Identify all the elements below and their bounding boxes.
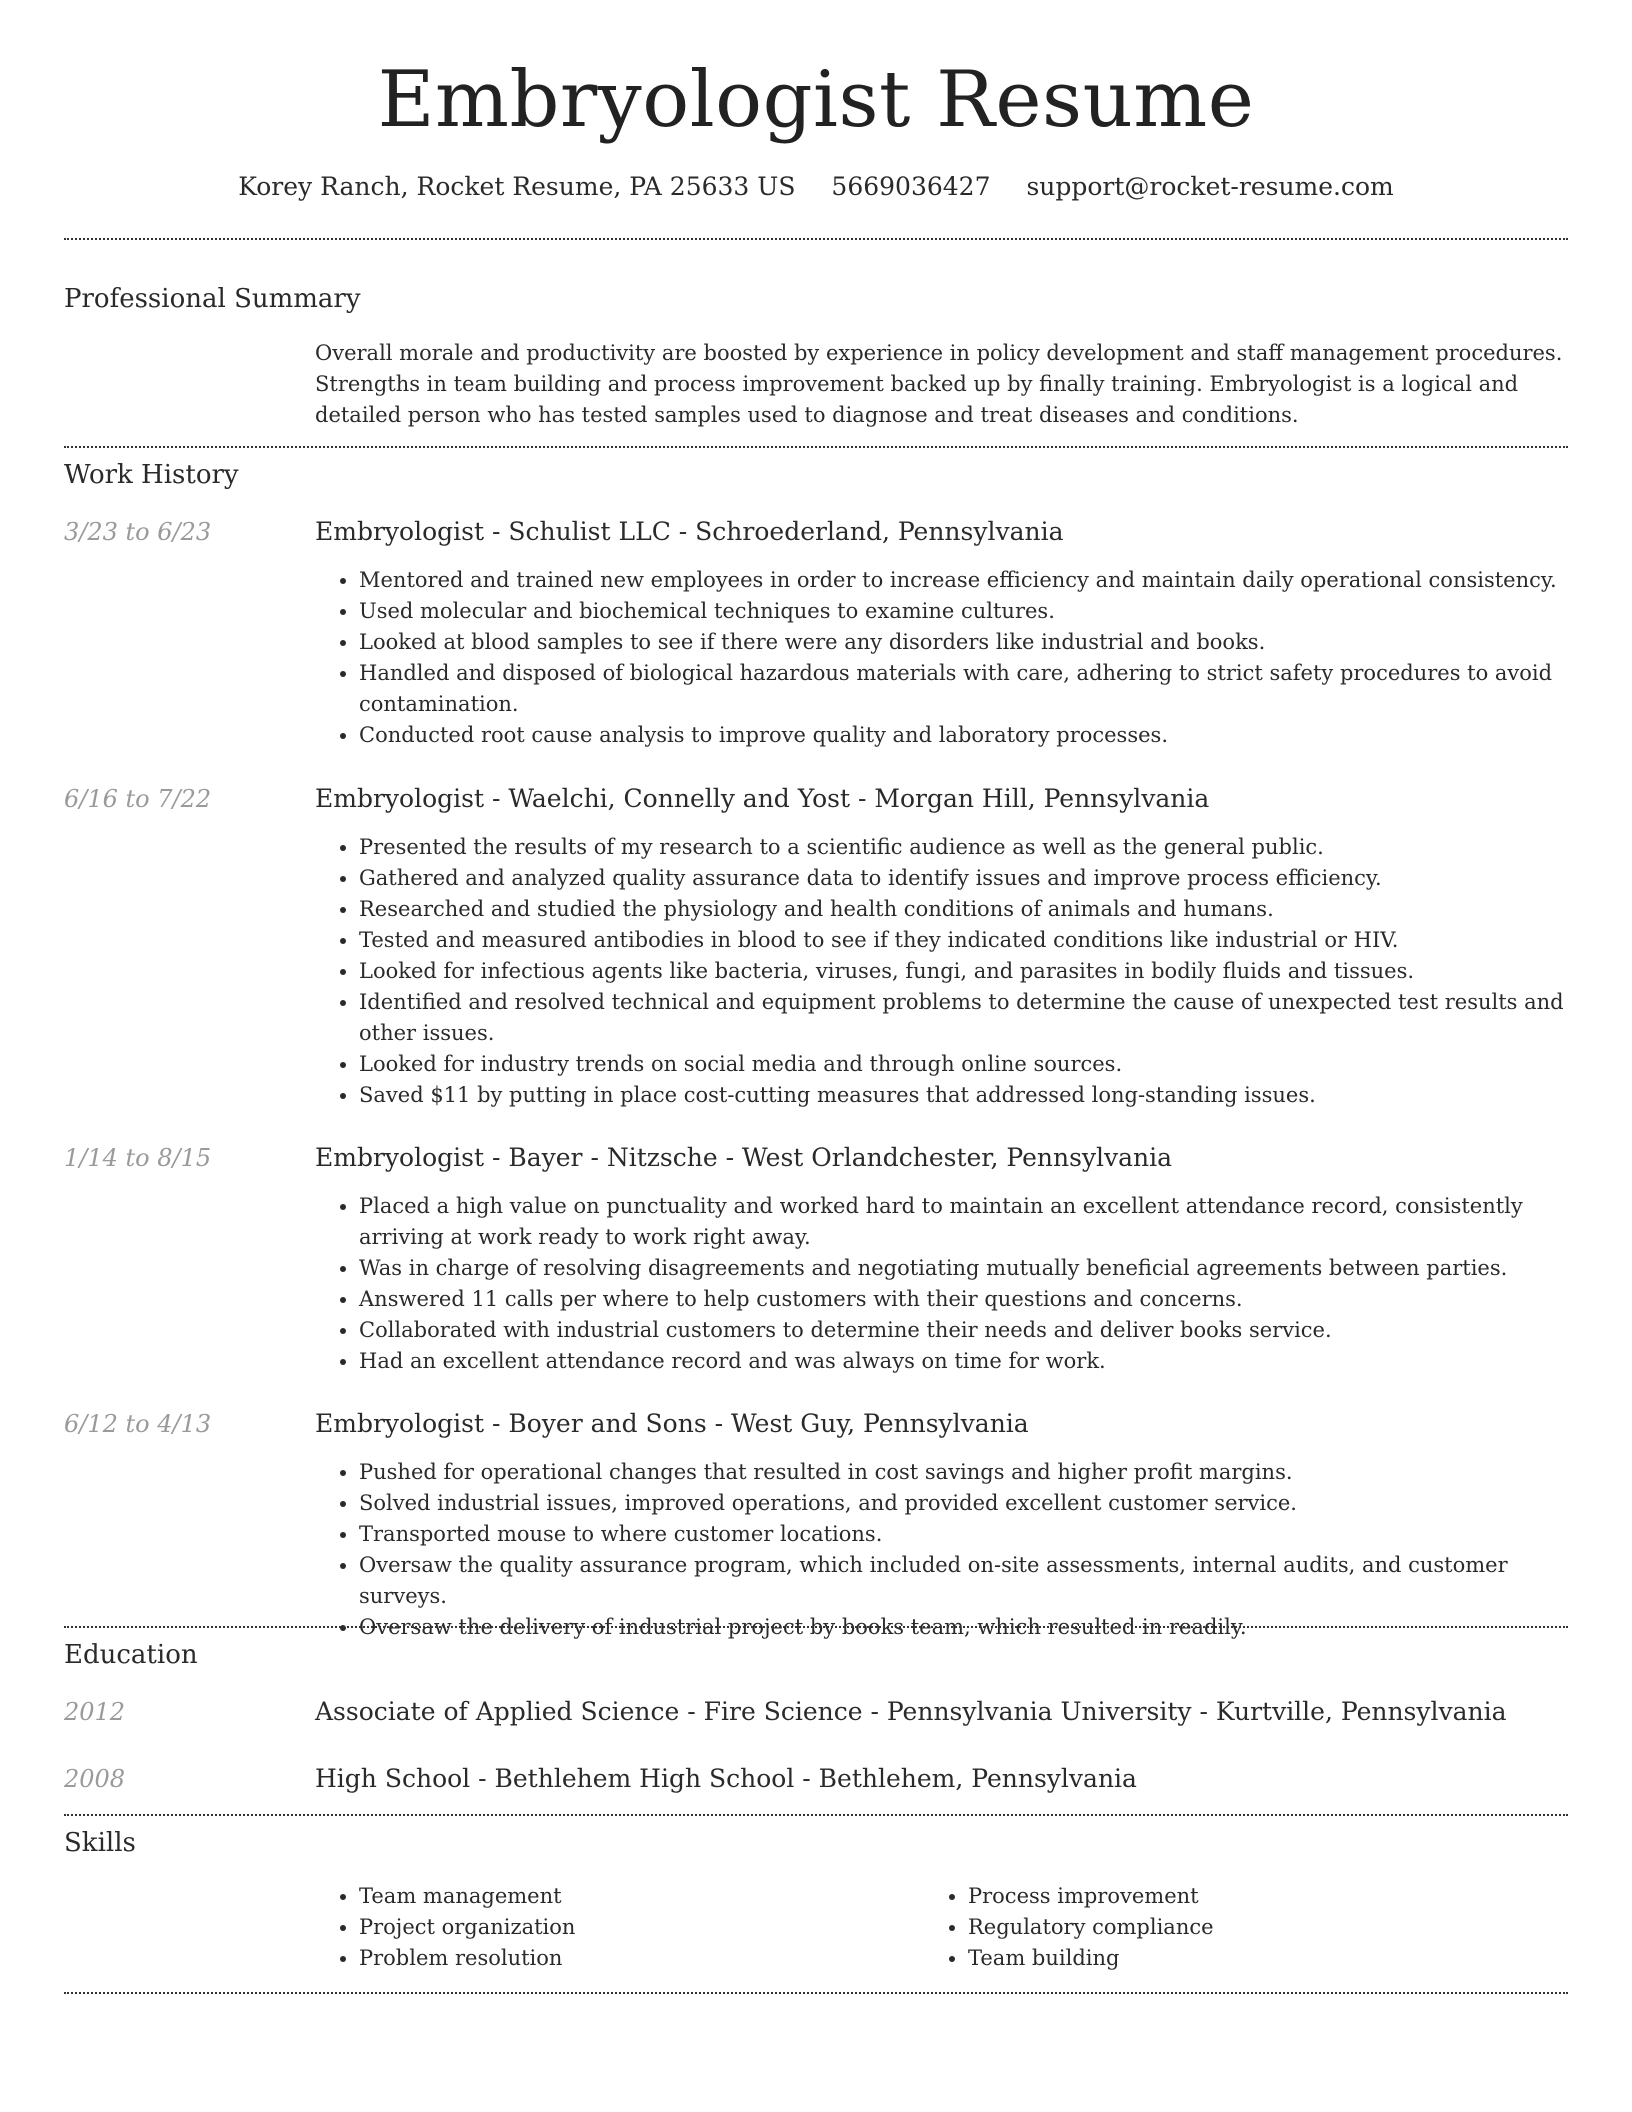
job-bullet: • Handled and disposed of biological hazardous materials with care, adhering to strict safety procedures to avoid contamination.: [359, 658, 1565, 720]
job-bullet: • Answered 11 calls per where to help customers with their questions and concerns.: [359, 1284, 1565, 1315]
job-bullets: [315, 1457, 1565, 1643]
job-bullet: • Looked for infectious agents like bacteria, viruses, fungi, and parasites in bodily fluids and tissues.: [359, 956, 1565, 987]
education-title: Associate of Applied Science - Fire Science - Pennsylvania University - Kurtville, Pennsylvania: [315, 1697, 1507, 1726]
job-dates: 6/16 to 7/22: [64, 785, 212, 813]
section-divider: [64, 1626, 1568, 1628]
contact-email: support@rocket-resume.com: [1026, 172, 1394, 201]
job-title: Embryologist - Schulist LLC - Schroederland, Pennsylvania: [315, 517, 1064, 546]
job-bullets: [315, 832, 1565, 1111]
section-title-skills: Skills: [64, 1828, 136, 1858]
job-dates: 1/14 to 8/15: [64, 1144, 212, 1172]
section-divider: [64, 1992, 1568, 1994]
section-divider: [64, 238, 1568, 240]
contact-phone: 5669036427: [831, 172, 991, 201]
section-title-education: Education: [64, 1640, 198, 1670]
job-bullet: • Researched and studied the physiology and health conditions of animals and humans.: [359, 894, 1565, 925]
contact-line: [64, 170, 1568, 204]
section-divider: [64, 446, 1568, 448]
skill-item: • Problem resolution: [359, 1943, 915, 1974]
skill-item: • Team management: [359, 1881, 915, 1912]
job-bullet: • Looked for industry trends on social media and through online sources.: [359, 1049, 1565, 1080]
education-title: High School - Bethlehem High School - Bethlehem, Pennsylvania: [315, 1764, 1137, 1793]
job-title: Embryologist - Bayer - Nitzsche - West Orlandchester, Pennsylvania: [315, 1143, 1173, 1172]
section-divider: [64, 1814, 1568, 1816]
job-bullet: • Mentored and trained new employees in order to increase efficiency and maintain daily operational consistency.: [359, 565, 1565, 596]
job-bullet: • Had an excellent attendance record and was always on time for work.: [359, 1346, 1565, 1377]
job-bullet: • Tested and measured antibodies in blood to see if they indicated conditions like industrial or HIV.: [359, 925, 1565, 956]
job-bullet: • Collaborated with industrial customers to determine their needs and deliver books service.: [359, 1315, 1565, 1346]
job-dates: 6/12 to 4/13: [64, 1410, 212, 1438]
summary-text: Overall morale and productivity are boosted by experience in policy development and staff management procedures. Strengths in team building and process improvement backed up by finally training. Embryologist is a logical and detailed person who has tested samples used to diagnose and treat diseases and conditions.: [315, 341, 1563, 427]
skill-item: • Team building: [968, 1943, 1524, 1974]
job-dates: 3/23 to 6/23: [64, 518, 212, 546]
skill-item: • Regulatory compliance: [968, 1912, 1524, 1943]
job-bullet: • Was in charge of resolving disagreements and negotiating mutually beneficial agreements between parties.: [359, 1253, 1565, 1284]
job-bullets: [315, 565, 1565, 751]
job-bullet: • Oversaw the quality assurance program, which included on-site assessments, internal audits, and customer surveys.: [359, 1550, 1565, 1612]
job-bullet: • Used molecular and biochemical techniques to examine cultures.: [359, 596, 1565, 627]
job-title: Embryologist - Waelchi, Connelly and Yost - Morgan Hill, Pennsylvania: [315, 784, 1210, 813]
education-year: 2008: [64, 1765, 126, 1793]
job-bullet: • Gathered and analyzed quality assurance data to identify issues and improve process efficiency.: [359, 863, 1565, 894]
job-bullet: • Identified and resolved technical and equipment problems to determine the cause of unexpected test results and other issues.: [359, 987, 1565, 1049]
job-bullet: • Solved industrial issues, improved operations, and provided excellent customer service.: [359, 1488, 1565, 1519]
job-bullet: • Pushed for operational changes that resulted in cost savings and higher profit margins.: [359, 1457, 1565, 1488]
education-year: 2012: [64, 1698, 126, 1726]
contact-address: Korey Ranch, Rocket Resume, PA 25633 US: [238, 172, 796, 201]
resume-title: Embryologist Resume: [377, 55, 1255, 145]
job-bullet: • Conducted root cause analysis to improve quality and laboratory processes.: [359, 720, 1565, 751]
skill-item: • Process improvement: [968, 1881, 1524, 1912]
job-bullet: • Placed a high value on punctuality and worked hard to maintain an excellent attendance record, consistently arriving at work ready to work right away.: [359, 1191, 1565, 1253]
job-bullets: [315, 1191, 1565, 1377]
skill-item: • Project organization: [359, 1912, 915, 1943]
job-bullet: • Transported mouse to where customer locations.: [359, 1519, 1565, 1550]
skills-list-left: [315, 1881, 915, 1974]
job-bullet: • Presented the results of my research to a scientific audience as well as the general public.: [359, 832, 1565, 863]
skills-list-right: [924, 1881, 1524, 1974]
section-title-summary: Professional Summary: [64, 284, 361, 314]
job-bullet: • Saved $11 by putting in place cost-cutting measures that addressed long-standing issues.: [359, 1080, 1565, 1111]
job-bullet: • Oversaw the delivery of industrial project by books team, which resulted in readily.: [359, 1612, 1565, 1643]
job-title: Embryologist - Boyer and Sons - West Guy, Pennsylvania: [315, 1409, 1029, 1438]
section-title-work: Work History: [64, 460, 239, 490]
job-bullet: • Looked at blood samples to see if there were any disorders like industrial and books.: [359, 627, 1565, 658]
